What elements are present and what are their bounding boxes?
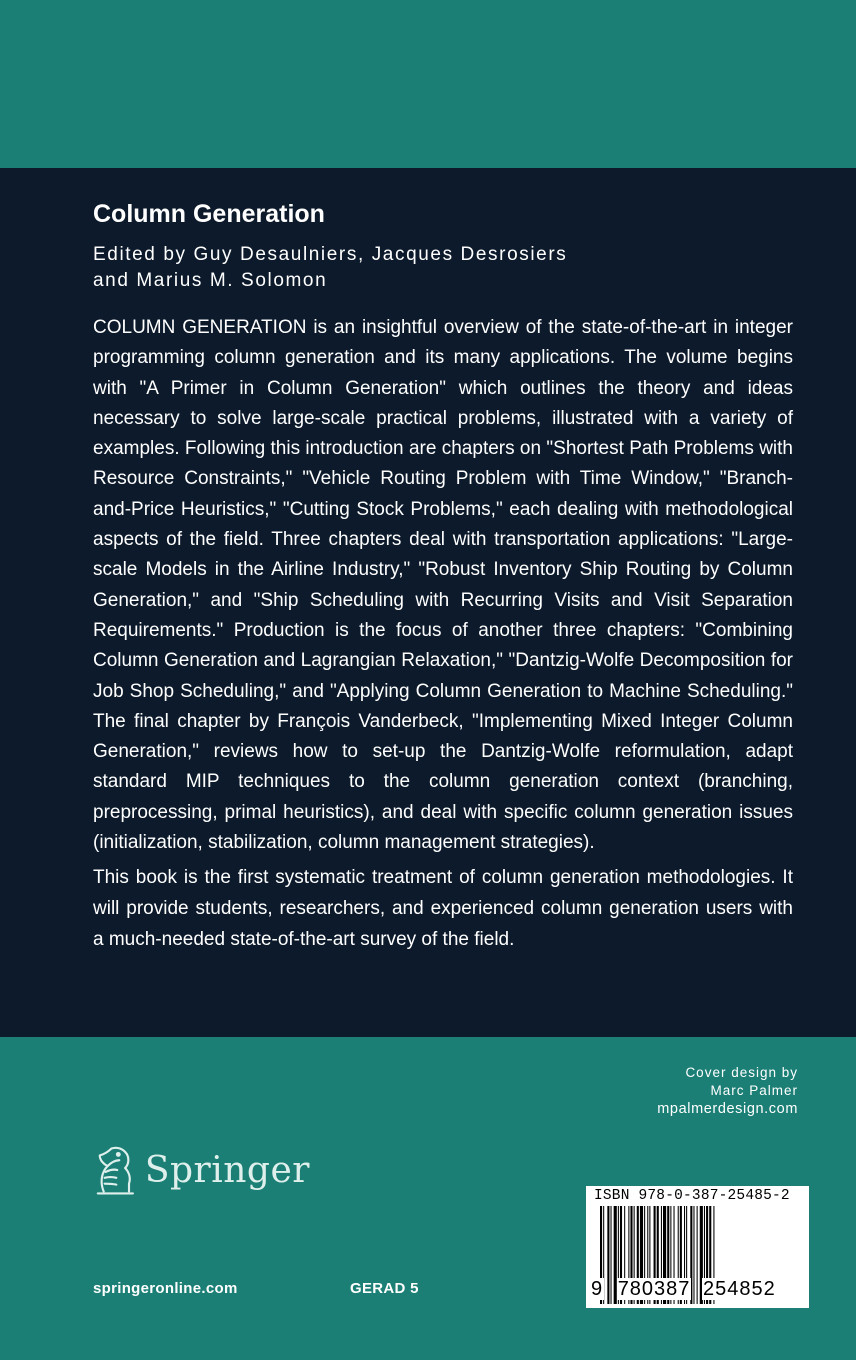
editors-line-1: Edited by Guy Desaulniers, Jacques Desrosiers <box>93 244 568 265</box>
cover-credits <box>578 1064 798 1118</box>
credits-line-2: Marc Palmer <box>710 1083 798 1098</box>
book-summary: This book is the first systematic treatment of column generation methodologies. It will provide students, researchers, and experienced column generation users with a much-needed state-of-the-art survey of the field. <box>93 867 793 950</box>
isbn-text: ISBN 978-0-387-25485-2 <box>594 1188 790 1204</box>
credits-line-1: Cover design by <box>685 1065 798 1080</box>
isbn-barcode <box>586 1186 809 1308</box>
springer-wordmark: Springer <box>144 1149 310 1191</box>
designer-website: mpalmerdesign.com <box>657 1101 798 1117</box>
ean-number <box>590 1278 777 1301</box>
ean-right-group: 254852 <box>703 1278 776 1300</box>
ean-first-digit: 9 <box>591 1278 604 1300</box>
top-teal-band <box>0 0 856 168</box>
book-title: Column Generation <box>93 200 325 228</box>
series-label: GERAD 5 <box>350 1280 419 1297</box>
ean-left-group: 780387 <box>617 1278 691 1300</box>
editors <box>93 242 693 294</box>
springer-horse-icon <box>90 1142 137 1198</box>
book-description: COLUMN GENERATION is an insightful overview of the state-of-the-art in integer programming column generation and its many applications. The volume begins with "A Primer in Column Generation" which outlines the theory and ideas necessary to solve large-scale practical problems, illustrated with a variety of examples. Following this introduction are chapters on "Shortest Path Problems with Resource Constraints," "Vehicle Routing Problem with Time Window," "Branch-and-Price Heuristics," "Cutting Stock Problems," each dealing with methodological aspects of the field. Three chapters deal with transportation applications: "Large-scale Models in the Airline Industry," "Robust Inventory Ship Routing by Column Generation," and "Ship Scheduling with Recurring Visits and Visit Separation Requirements." Production is the focus of another three chapters: "Combining Column Generation and Lagrangian Relaxation," "Dantzig-Wolfe Decomposition for Job Shop Scheduling," and "Applying Column Generation to Machine Scheduling." The final chapter by François Vanderbeck, "Implementing Mixed Integer Column Generation," reviews how to set-up the Dantzig-Wolfe reformulation, adapt standard MIP techniques to the column generation context (branching, preprocessing, primal heuristics), and deal with specific column generation issues (initialization, stabilization, column management strategies). <box>93 317 793 854</box>
editors-line-2: and Marius M. Solomon <box>93 270 328 291</box>
springer-logo <box>90 1140 310 1200</box>
publisher-website: springeronline.com <box>93 1280 238 1297</box>
